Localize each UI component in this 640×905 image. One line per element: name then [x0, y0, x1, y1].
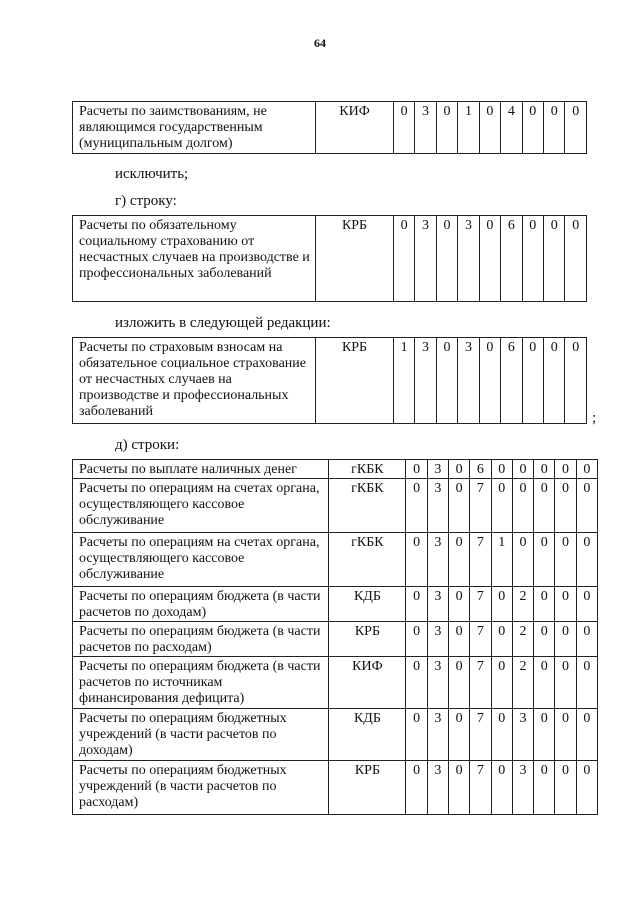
code-digit-cell: 0 [406, 657, 427, 709]
code-digit-cell: 0 [522, 102, 543, 154]
code-digit-cell: 0 [406, 709, 427, 761]
code-digit-cell: 2 [512, 657, 533, 709]
code-digit-cell: 0 [479, 338, 500, 424]
code-digit-cell: 0 [576, 657, 597, 709]
code-digit-cell: 0 [491, 587, 512, 622]
code-digit-cell: 0 [576, 479, 597, 533]
code-digit-cell: 0 [448, 479, 469, 533]
paragraph-new-edition: изложить в следующей редакции: [115, 315, 331, 331]
code-digit-cell: 0 [491, 479, 512, 533]
account-name-cell: Расчеты по операциям бюджетных учреждений (в части расчетов по расходам) [73, 761, 329, 815]
account-name-cell: Расчеты по выплате наличных денег [73, 460, 329, 479]
code-digit-cell: 0 [534, 460, 555, 479]
code-digit-cell: 0 [491, 657, 512, 709]
table-row [73, 761, 598, 815]
code-digit-cell: 0 [555, 460, 576, 479]
paragraph-g-row: г) строку: [115, 193, 177, 209]
code-type-cell: КДБ [329, 587, 406, 622]
code-type-cell: КИФ [316, 102, 394, 154]
code-digit-cell: 7 [470, 709, 491, 761]
code-digit-cell: 0 [448, 533, 469, 587]
account-name-cell: Расчеты по операциям бюджета (в части расчетов по расходам) [73, 622, 329, 657]
code-digit-cell: 6 [501, 338, 522, 424]
code-digit-cell: 0 [576, 622, 597, 657]
code-digit-cell: 0 [448, 622, 469, 657]
table-row [73, 338, 587, 424]
code-digit-cell: 0 [555, 657, 576, 709]
code-digit-cell: 3 [427, 533, 448, 587]
table-row [73, 622, 598, 657]
code-digit-cell: 0 [576, 761, 597, 815]
code-table-2 [72, 215, 587, 302]
code-digit-cell: 0 [555, 622, 576, 657]
table-row [73, 479, 598, 533]
code-digit-cell: 7 [470, 587, 491, 622]
code-digit-cell: 3 [427, 657, 448, 709]
code-digit-cell: 0 [534, 709, 555, 761]
code-table-1 [72, 101, 587, 154]
code-digit-cell: 3 [458, 338, 479, 424]
code-digit-cell: 1 [458, 102, 479, 154]
table-row [73, 709, 598, 761]
code-type-cell: КРБ [329, 761, 406, 815]
code-type-cell: гКБК [329, 479, 406, 533]
code-digit-cell: 0 [544, 102, 565, 154]
code-digit-cell: 0 [406, 460, 427, 479]
code-type-cell: гКБК [329, 460, 406, 479]
code-digit-cell: 0 [534, 657, 555, 709]
code-digit-cell: 0 [522, 216, 543, 302]
code-digit-cell: 0 [544, 216, 565, 302]
code-digit-cell: 0 [448, 657, 469, 709]
account-name-cell: Расчеты по операциям на счетах органа, осуществляющего кассовое обслуживание [73, 533, 329, 587]
code-digit-cell: 0 [534, 761, 555, 815]
code-digit-cell: 3 [415, 102, 436, 154]
code-type-cell: КРБ [316, 338, 394, 424]
code-digit-cell: 0 [436, 338, 457, 424]
code-digit-cell: 0 [448, 587, 469, 622]
code-digit-cell: 0 [576, 587, 597, 622]
code-digit-cell: 7 [470, 479, 491, 533]
code-digit-cell: 0 [534, 479, 555, 533]
code-table-3 [72, 337, 587, 424]
code-digit-cell: 0 [512, 533, 533, 587]
code-digit-cell: 3 [427, 709, 448, 761]
paragraph-exclude: исключить; [115, 166, 189, 182]
table-row [73, 533, 598, 587]
code-digit-cell: 3 [427, 479, 448, 533]
code-type-cell: гКБК [329, 533, 406, 587]
table-row [73, 657, 598, 709]
code-digit-cell: 0 [491, 622, 512, 657]
account-name-cell: Расчеты по операциям бюджетных учреждений (в части расчетов по доходам) [73, 709, 329, 761]
code-digit-cell: 3 [512, 761, 533, 815]
code-digit-cell: 0 [534, 622, 555, 657]
code-digit-cell: 0 [436, 216, 457, 302]
code-digit-cell: 6 [470, 460, 491, 479]
code-digit-cell: 0 [565, 102, 587, 154]
account-name-cell: Расчеты по обязательному социальному страхованию от несчастных случаев на производстве и профессиональных заболеваний [73, 216, 316, 302]
code-digit-cell: 0 [534, 533, 555, 587]
code-digit-cell: 0 [406, 587, 427, 622]
code-digit-cell: 6 [501, 216, 522, 302]
code-digit-cell: 0 [393, 216, 414, 302]
code-table-4 [72, 459, 598, 815]
table-row [73, 587, 598, 622]
code-digit-cell: 0 [406, 761, 427, 815]
code-digit-cell: 0 [436, 102, 457, 154]
code-digit-cell: 2 [512, 622, 533, 657]
code-digit-cell: 0 [576, 460, 597, 479]
code-digit-cell: 3 [415, 216, 436, 302]
code-type-cell: КРБ [329, 622, 406, 657]
table-row [73, 102, 587, 154]
code-digit-cell: 0 [512, 460, 533, 479]
code-digit-cell: 0 [576, 533, 597, 587]
code-digit-cell: 0 [565, 216, 587, 302]
code-digit-cell: 0 [491, 761, 512, 815]
code-digit-cell: 7 [470, 761, 491, 815]
paragraph-d-rows: д) строки: [115, 437, 180, 453]
table-row [73, 216, 587, 302]
code-digit-cell: 0 [544, 338, 565, 424]
code-digit-cell: 0 [491, 460, 512, 479]
code-digit-cell: 3 [427, 587, 448, 622]
code-digit-cell: 3 [427, 460, 448, 479]
semicolon: ; [592, 410, 597, 426]
code-digit-cell: 0 [534, 587, 555, 622]
code-digit-cell: 0 [555, 533, 576, 587]
code-digit-cell: 0 [491, 709, 512, 761]
page-number: 64 [314, 36, 326, 50]
code-digit-cell: 0 [555, 761, 576, 815]
code-digit-cell: 0 [522, 338, 543, 424]
account-name-cell: Расчеты по заимствованиям, не являющимся государственным (муниципальным долгом) [73, 102, 316, 154]
code-digit-cell: 2 [512, 587, 533, 622]
code-digit-cell: 3 [427, 622, 448, 657]
code-digit-cell: 3 [458, 216, 479, 302]
code-type-cell: КРБ [316, 216, 394, 302]
code-digit-cell: 0 [555, 479, 576, 533]
code-digit-cell: 0 [565, 338, 587, 424]
code-digit-cell: 0 [512, 479, 533, 533]
code-digit-cell: 0 [479, 102, 500, 154]
code-digit-cell: 0 [406, 479, 427, 533]
code-digit-cell: 0 [393, 102, 414, 154]
code-digit-cell: 0 [576, 709, 597, 761]
code-digit-cell: 7 [470, 533, 491, 587]
code-digit-cell: 7 [470, 657, 491, 709]
code-digit-cell: 1 [393, 338, 414, 424]
account-name-cell: Расчеты по страховым взносам на обязательное социальное страхование от несчастных случаев на производстве и профессиональных заболеваний [73, 338, 316, 424]
code-digit-cell: 4 [501, 102, 522, 154]
code-digit-cell: 3 [427, 761, 448, 815]
account-name-cell: Расчеты по операциям на счетах органа, осуществляющего кассовое обслуживание [73, 479, 329, 533]
code-digit-cell: 1 [491, 533, 512, 587]
account-name-cell: Расчеты по операциям бюджета (в части расчетов по доходам) [73, 587, 329, 622]
table-row [73, 460, 598, 479]
code-digit-cell: 0 [406, 533, 427, 587]
code-digit-cell: 3 [512, 709, 533, 761]
code-digit-cell: 3 [415, 338, 436, 424]
code-digit-cell: 7 [470, 622, 491, 657]
code-digit-cell: 0 [479, 216, 500, 302]
code-digit-cell: 0 [406, 622, 427, 657]
code-digit-cell: 0 [555, 709, 576, 761]
code-digit-cell: 0 [448, 460, 469, 479]
code-digit-cell: 0 [555, 587, 576, 622]
account-name-cell: Расчеты по операциям бюджета (в части расчетов по источникам финансирования дефицита) [73, 657, 329, 709]
code-digit-cell: 0 [448, 761, 469, 815]
code-type-cell: КИФ [329, 657, 406, 709]
code-digit-cell: 0 [448, 709, 469, 761]
code-type-cell: КДБ [329, 709, 406, 761]
